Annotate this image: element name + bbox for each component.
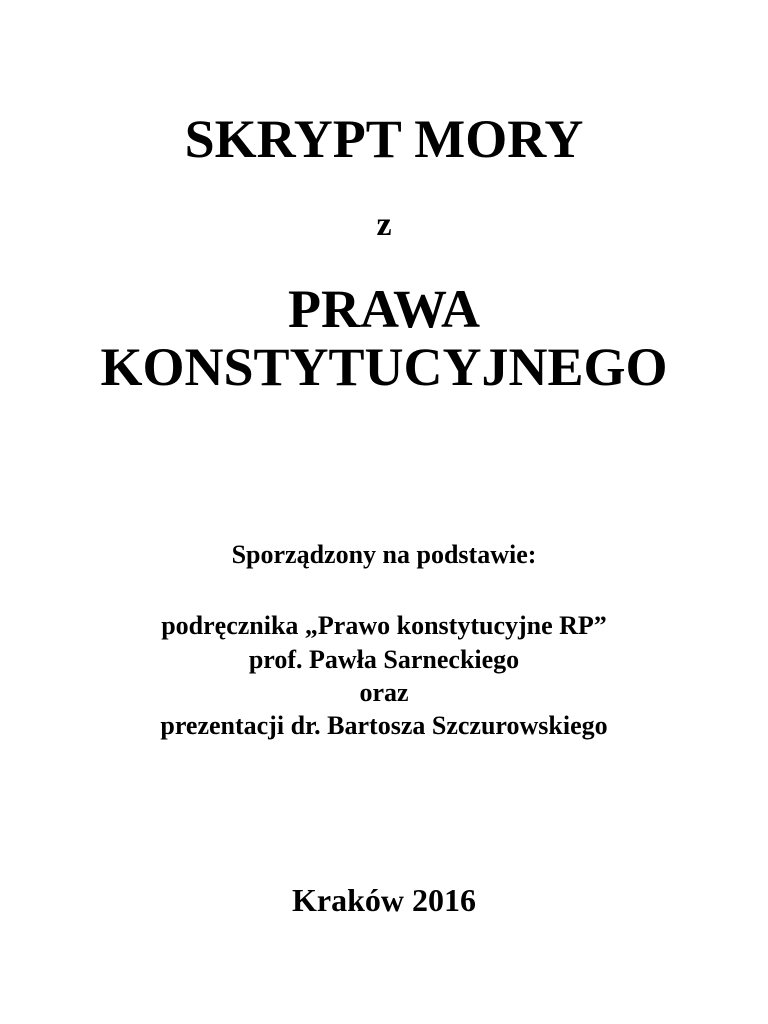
title-line-1: SKRYPT MORY xyxy=(184,109,584,169)
basis-line-conjunction: oraz xyxy=(359,678,409,707)
title-line-2: z xyxy=(376,206,392,243)
title-line-4: KONSTYTUCYJNEGO xyxy=(100,337,668,397)
basis-line-presentation: prezentacji dr. Bartosza Szczurowskiego xyxy=(160,711,608,740)
basis-line-textbook: podręcznika „Prawo konstytucyjne RP” xyxy=(161,611,607,640)
title-line-3: PRAWA xyxy=(287,279,480,339)
basis-line-author: prof. Pawła Sarneckiego xyxy=(248,645,520,674)
basis-heading: Sporządzony na podstawie: xyxy=(231,540,537,569)
place-and-year: Kraków 2016 xyxy=(292,882,476,918)
